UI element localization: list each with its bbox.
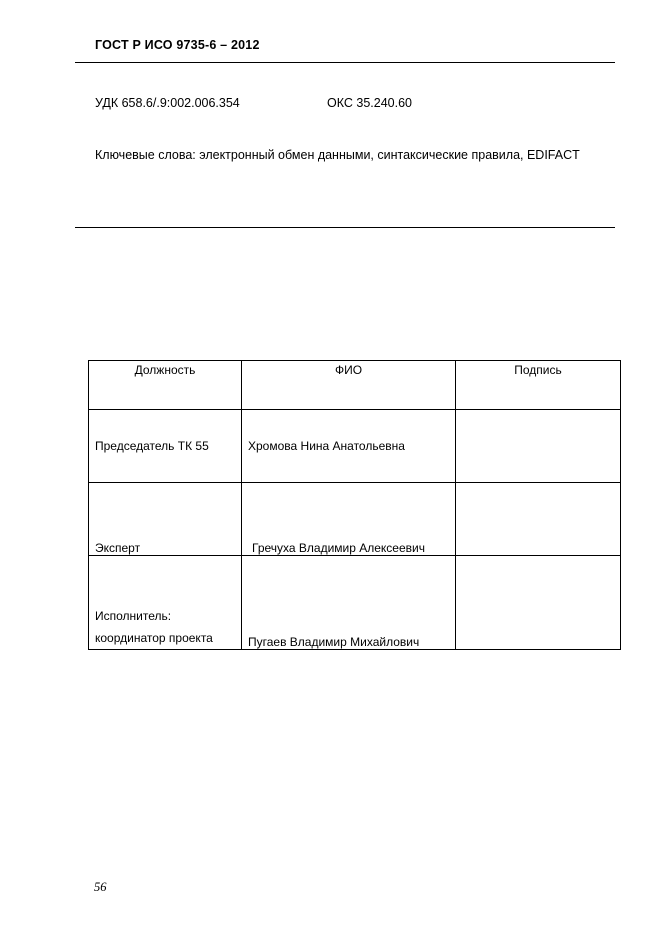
page-number: 56 (94, 880, 107, 894)
keywords-divider (75, 227, 615, 228)
signature-cell (456, 483, 621, 556)
udk-code: УДК 658.6/.9:002.006.354 (95, 96, 240, 110)
keywords-text: Ключевые слова: электронный обмен данными, синтаксические правила, EDIFACT (95, 148, 580, 162)
signature-cell (456, 410, 621, 483)
signature-cell (456, 556, 621, 650)
document-header-title: ГОСТ Р ИСО 9735-6 – 2012 (95, 38, 260, 52)
column-header-position: Должность (89, 361, 242, 410)
position-line: координатор проекта (95, 631, 213, 645)
header-divider (75, 62, 615, 63)
table-row (89, 483, 621, 556)
table-header-row (89, 361, 621, 410)
column-header-name: ФИО (242, 361, 456, 410)
signature-table (88, 360, 621, 650)
column-header-signature: Подпись (456, 361, 621, 410)
name-cell: Гречуха Владимир Алексеевич (242, 483, 456, 556)
position-line: Исполнитель: (95, 609, 172, 623)
position-cell (89, 556, 242, 650)
table-row (89, 556, 621, 650)
position-cell: Эксперт (89, 483, 242, 556)
okc-code: ОКС 35.240.60 (327, 96, 412, 110)
classification-line (95, 96, 412, 110)
table-row (89, 410, 621, 483)
name-cell: Хромова Нина Анатольевна (242, 410, 456, 483)
name-cell: Пугаев Владимир Михайлович (242, 556, 456, 650)
position-cell: Председатель ТК 55 (89, 410, 242, 483)
